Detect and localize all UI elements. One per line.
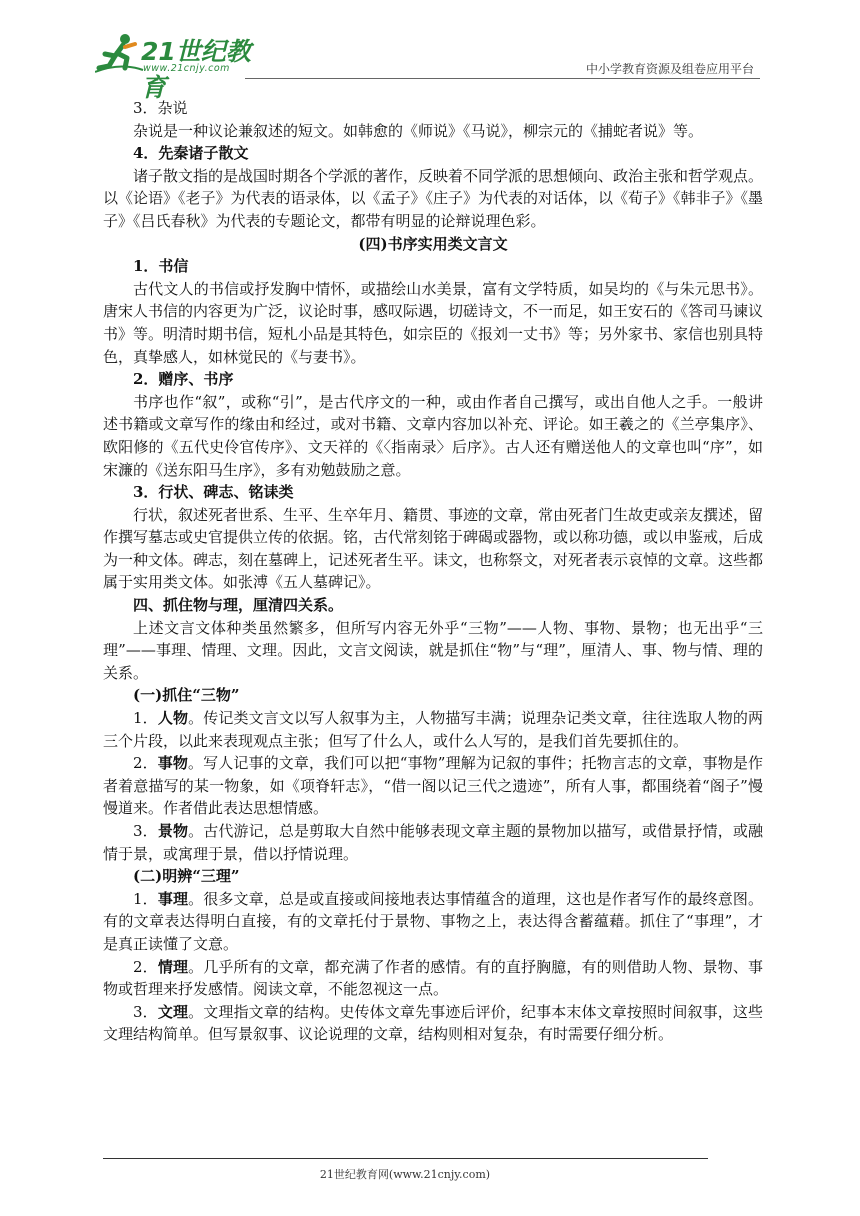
- logo-url: www.21cnjy.com: [143, 63, 230, 74]
- text-qingli: 。几乎所有的文章，都充满了作者的感情。有的直抒胸臆，有的则借助人物、景物、事物或哲理来抒发感情。阅读文章，不能忽视这一点。: [103, 957, 763, 999]
- paragraph-letter: 古代文人的书信或抒发胸中情怀，或描绘山水美景，富有文学特质，如吴均的《与朱元思书》。唐宋人书信的内容更为广泛，议论时事，感叹际遇，切磋诗文，不一而足，如王安石的《答司马谏议书》等。明清时期书信，短札小品是其特色，如宗臣的《报刘一丈书》等；另外家书、家信也别具特色，真挚感人，如林觉民的《与妻书》。: [103, 279, 764, 366]
- subheading-three-principles: (二)明辨“三理”: [133, 867, 240, 886]
- text-jingwu: 。古代游记，总是剪取大自然中能够表现文章主题的景物加以描写，或借景抒情，或融情于景，或寓理于景，借以抒情说理。: [103, 822, 763, 863]
- label-shili: 事理: [157, 889, 189, 908]
- page-header: [95, 30, 760, 102]
- section-title-shuxu: (四)书序实用类文言文: [358, 234, 508, 253]
- paragraph-zhuzi: 诸子散文指的是战国时期各个学派的著作，反映着不同学派的思想倾向、政治主张和哲学观点。以《论语》《老子》为代表的语录体，以《孟子》《庄子》为代表的对话体，以《荀子》《韩非子》《墨子》《吕氏春秋》为代表的专题论文，都带有明显的论辩说理色彩。: [103, 166, 764, 230]
- paragraph-preface: 书序也作“叙”，或称“引”，是古代序文的一种，或由作者自己撰写，或出自他人之手。一般讲述书籍或文章写作的缘由和经过，或对书籍、文章内容加以补充、评论。如王羲之的《兰亭集序》、欧阳修的《五代史伶官传序》、文天祥的《〈指南录〉后序》。古人还有赠送他人的文章也叫“序”，如宋濂的《送东阳马生序》，多有劝勉鼓励之意。: [103, 392, 763, 479]
- heading-preface: 2．赠序、书序: [133, 370, 234, 389]
- header-tagline: 中小学教育资源及组卷应用平台: [585, 62, 754, 76]
- label-shiwu: 事物: [157, 754, 189, 773]
- label-renwu: 人物: [157, 709, 189, 728]
- heading-xingzhuang: 3．行状、碑志、铭诔类: [133, 483, 294, 502]
- logo-text: 21世纪教育: [141, 37, 251, 102]
- paragraph-zashuo: 杂说是一种议论兼叙述的短文。如韩愈的《师说》《马说》，柳宗元的《捕蛇者说》等。: [133, 121, 704, 140]
- page-footer: 21世纪教育网(www.21cnjy.com): [319, 1168, 491, 1181]
- document-body: [103, 97, 763, 1046]
- footer-divider: [103, 1158, 708, 1159]
- subheading-three-things: (一)抓住“三物”: [133, 686, 240, 705]
- label-qingli: 情理: [157, 957, 189, 976]
- heading-section-four: 四、抓住物与理，厘清四关系。: [133, 596, 344, 615]
- paragraph-xingzhuang: 行状，叙述死者世系、生平、生卒年月、籍贯、事迹的文章，常由死者门生故吏或亲友撰述，留作撰写墓志或史官提供立传的依据。铭，古代常刻铭于碑碣或器物，或以称功德，或以申鉴戒，后成为一种文体。碑志，刻在墓碑上，记述死者生平。诔文，也称祭文，对死者表示哀悼的文章。这些都属于实用类文体。如张溥《五人墓碑记》。: [103, 505, 764, 592]
- label-jingwu: 景物: [157, 822, 189, 840]
- paragraph-section-four: 上述文言文体种类虽然繁多，但所写内容无外乎“三物”——人物、事物、景物；也无出乎“三理”——事理、情理、文理。因此，文言文阅读，就是抓住“物”与“理”，厘清人、事、物与情、理的关系。: [103, 618, 763, 682]
- text-shiwu: 。写人记事的文章，我们可以把“事物”理解为记叙的事件；托物言志的文章，事物是作者着意描写的某一物象，如《项脊轩志》，“借一阁以记三代之遗迹”，所有人事，都围绕着“阁子”慢慢道来。作者借此表达思想情感。: [103, 754, 763, 818]
- header-divider: [245, 78, 760, 79]
- paragraph-jingwu: 3．景物。古代游记，总是剪取大自然中能够表现文章主题的景物加以描写，或借景抒情，或融情于景，或寓理于景，借以抒情说理。: [103, 822, 763, 863]
- logo: [95, 30, 265, 102]
- paragraph-renwu: 1．人物。传记类文言文以写人叙事为主，人物描写丰满；说理杂记类文章，往往选取人物的两三个片段，以此来表现观点主张；但写了什么人，或什么人写的，是我们首先要抓住的。: [103, 709, 763, 750]
- label-wenli: 文理: [157, 1002, 189, 1021]
- runner-icon: [95, 32, 145, 76]
- heading-zhuzi: 4．先秦诸子散文: [133, 144, 249, 163]
- heading-letter: 1．书信: [133, 257, 189, 276]
- paragraph-qingli: 2．情理。几乎所有的文章，都充满了作者的感情。有的直抒胸臆，有的则借助人物、景物、事物或哲理来抒发感情。阅读文章，不能忽视这一点。: [103, 957, 763, 999]
- text-shili: 。很多文章，总是或直接或间接地表达事情蕴含的道理，这也是作者写作的最终意图。有的文章表达得明白直接，有的文章托付于景物、事物之上，表达得含蓄蕴藉。抓住了“事理”，才是真正读懂了文意。: [103, 889, 763, 953]
- text-renwu: 。传记类文言文以写人叙事为主，人物描写丰满；说理杂记类文章，往往选取人物的两三个片段，以此来表现观点主张；但写了什么人，或什么人写的，是我们首先要抓住的。: [103, 709, 763, 750]
- paragraph-wenli: 3．文理。文理指文章的结构。史传体文章先事迹后评价，纪事本末体文章按照时间叙事，这些文理结构简单。但写景叙事、议论说理的文章，结构则相对复杂，有时需要仔细分析。: [103, 1002, 763, 1044]
- paragraph-shiwu: 2．事物。写人记事的文章，我们可以把“事物”理解为记叙的事件；托物言志的文章，事物是作者着意描写的某一物象，如《项脊轩志》，“借一阁以记三代之遗迹”，所有人事，都围绕着“阁子”慢慢道来。作者借此表达思想情感。: [103, 754, 763, 818]
- heading-zashuo: 3．杂说: [133, 99, 188, 117]
- text-wenli: 。文理指文章的结构。史传体文章先事迹后评价，纪事本末体文章按照时间叙事，这些文理结构简单。但写景叙事、议论说理的文章，结构则相对复杂，有时需要仔细分析。: [103, 1002, 763, 1044]
- paragraph-shili: 1．事理。很多文章，总是或直接或间接地表达事情蕴含的道理，这也是作者写作的最终意图。有的文章表达得明白直接，有的文章托付于景物、事物之上，表达得含蓄蕴藉。抓住了“事理”，才是真正读懂了文意。: [103, 889, 763, 953]
